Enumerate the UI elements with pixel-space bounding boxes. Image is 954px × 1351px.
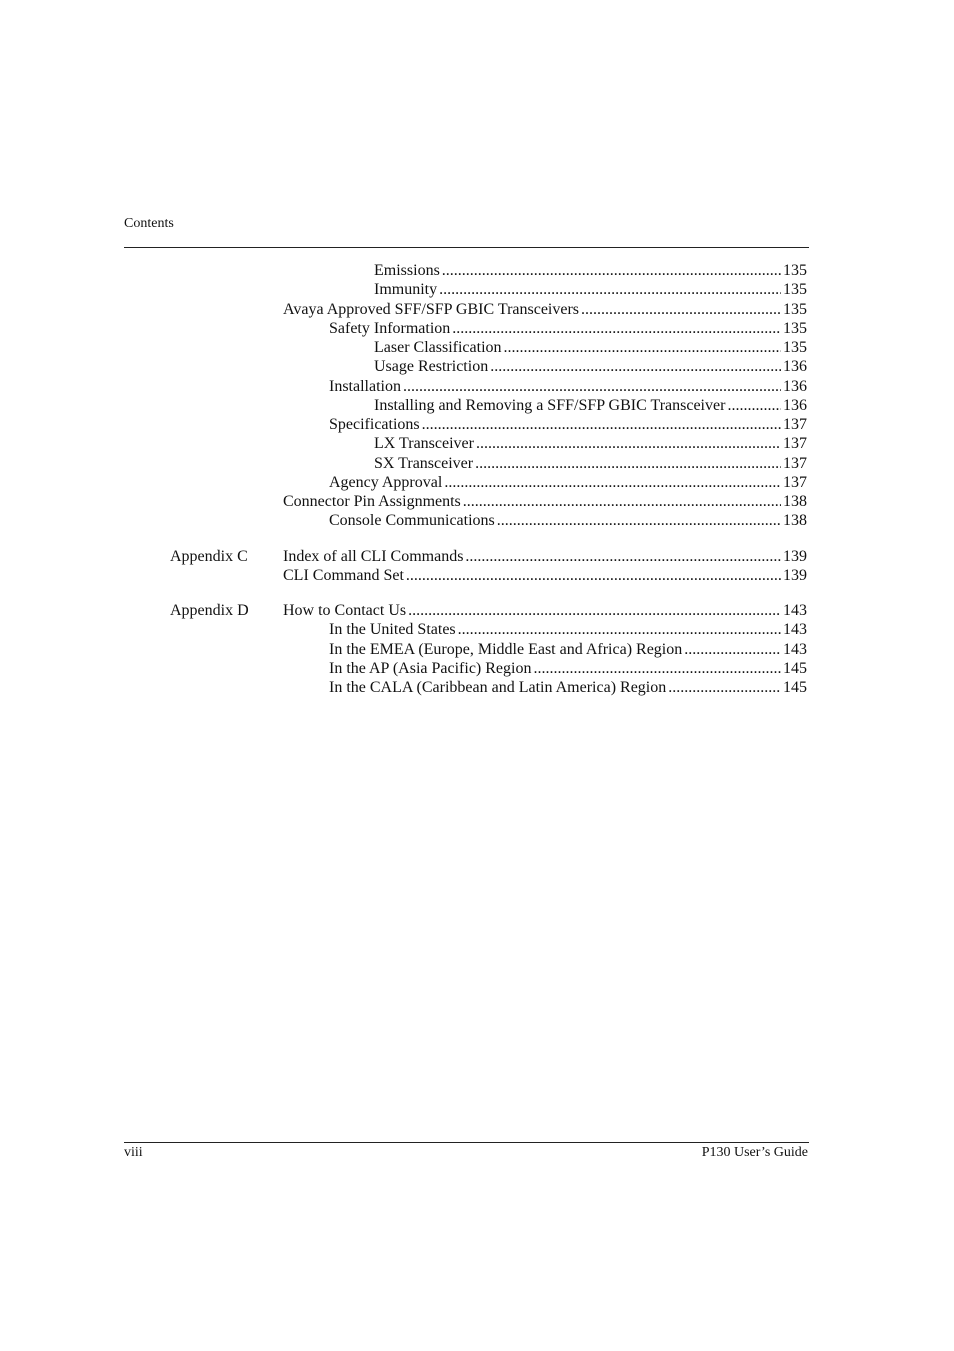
toc-entry[interactable] <box>283 492 807 511</box>
footer-guide-title: P130 User’s Guide <box>701 1145 808 1160</box>
toc-dot-leader <box>727 396 781 415</box>
appendix-label: Appendix C <box>170 548 248 565</box>
toc-dot-leader <box>497 511 781 530</box>
toc-entry[interactable] <box>329 659 807 678</box>
toc-dot-leader <box>406 566 781 585</box>
toc-entry-title: Installing and Removing a SFF/SFP GBIC Transceiver <box>374 397 726 414</box>
toc-entry-title: Laser Classification <box>374 339 502 356</box>
footer-page-number: viii <box>124 1145 143 1160</box>
toc-entry-page: 135 <box>783 281 807 298</box>
toc-entry-title: Index of all CLI Commands <box>283 548 464 565</box>
toc-entry[interactable] <box>374 434 807 453</box>
toc-entry-page: 137 <box>783 474 807 491</box>
toc-entry[interactable] <box>374 454 807 473</box>
toc-dot-leader <box>490 357 781 376</box>
toc-dot-leader <box>475 454 781 473</box>
toc-entry-title: Agency Approval <box>329 474 443 491</box>
toc-entry-page: 135 <box>783 339 807 356</box>
toc-entry-page: 136 <box>783 397 807 414</box>
toc-entry[interactable] <box>329 377 807 396</box>
toc-dot-leader <box>403 377 781 396</box>
toc-entry-title: SX Transceiver <box>374 455 474 472</box>
toc-entry[interactable] <box>329 620 807 639</box>
toc-entry[interactable] <box>283 547 807 566</box>
toc-entry-title: Connector Pin Assignments <box>283 493 461 510</box>
toc-dot-leader <box>452 319 781 338</box>
toc-dot-leader <box>504 338 781 357</box>
toc-entry-page: 143 <box>783 602 807 619</box>
toc-entry[interactable] <box>329 319 807 338</box>
toc-entry[interactable] <box>283 566 807 585</box>
toc-entry-page: 143 <box>783 641 807 658</box>
toc-dot-leader <box>439 280 781 299</box>
toc-entry-page: 135 <box>783 320 807 337</box>
toc-entry-title: Avaya Approved SFF/SFP GBIC Transceivers <box>283 301 580 318</box>
toc-entry-page: 139 <box>783 548 807 565</box>
toc-entry[interactable] <box>374 261 807 280</box>
toc-entry-title: How to Contact Us <box>283 602 407 619</box>
toc-dot-leader <box>458 620 781 639</box>
toc-dot-leader <box>408 601 781 620</box>
toc-dot-leader <box>444 473 781 492</box>
toc-dot-leader <box>463 492 781 511</box>
toc-dot-leader <box>476 434 781 453</box>
toc-entry[interactable] <box>283 300 807 319</box>
toc-entry-page: 138 <box>783 493 807 510</box>
toc-entry-title: In the EMEA (Europe, Middle East and Africa) Region <box>329 641 683 658</box>
toc-entry-page: 138 <box>783 512 807 529</box>
toc-entry[interactable] <box>374 396 807 415</box>
toc-entry-title: Specifications <box>329 416 420 433</box>
toc-entry-page: 145 <box>783 679 807 696</box>
toc-entry[interactable] <box>329 678 807 697</box>
footer-rule <box>124 1142 809 1143</box>
toc-entry-page: 139 <box>783 567 807 584</box>
toc-entry-title: Console Communications <box>329 512 495 529</box>
appendix-label: Appendix D <box>170 602 249 619</box>
toc-entry-title: CLI Command Set <box>283 567 404 584</box>
toc-entry-title: In the AP (Asia Pacific) Region <box>329 660 532 677</box>
toc-entry-page: 145 <box>783 660 807 677</box>
toc-entry[interactable] <box>329 473 807 492</box>
header-rule <box>124 247 809 248</box>
toc-dot-leader <box>442 261 781 280</box>
toc-entry-title: In the United States <box>329 621 456 638</box>
toc-entry[interactable] <box>329 640 807 659</box>
toc-entry-title: LX Transceiver <box>374 435 474 452</box>
toc-entry[interactable] <box>283 601 807 620</box>
toc-entry-page: 135 <box>783 262 807 279</box>
toc-entry[interactable] <box>329 415 807 434</box>
toc-entry-title: Installation <box>329 378 401 395</box>
header-section-label: Contents <box>124 216 174 231</box>
toc-entry-title: In the CALA (Caribbean and Latin America) Region <box>329 679 667 696</box>
toc-dot-leader <box>422 415 781 434</box>
toc-entry-page: 135 <box>783 301 807 318</box>
toc-entry-page: 137 <box>783 435 807 452</box>
toc-entry-page: 137 <box>783 416 807 433</box>
toc-entry-title: Usage Restriction <box>374 358 489 375</box>
toc-dot-leader <box>684 640 781 659</box>
toc-entry-title: Immunity <box>374 281 438 298</box>
toc-entry-page: 136 <box>783 358 807 375</box>
toc-dot-leader <box>465 547 781 566</box>
toc-dot-leader <box>668 678 781 697</box>
toc-dot-leader <box>533 659 781 678</box>
toc-entry-page: 137 <box>783 455 807 472</box>
toc-entry-page: 143 <box>783 621 807 638</box>
toc-entry-page: 136 <box>783 378 807 395</box>
toc-entry[interactable] <box>374 357 807 376</box>
toc-entry-title: Safety Information <box>329 320 451 337</box>
toc-entry-title: Emissions <box>374 262 440 279</box>
toc-dot-leader <box>581 300 781 319</box>
toc-entry[interactable] <box>329 511 807 530</box>
toc-entry[interactable] <box>374 280 807 299</box>
toc-entry[interactable] <box>374 338 807 357</box>
